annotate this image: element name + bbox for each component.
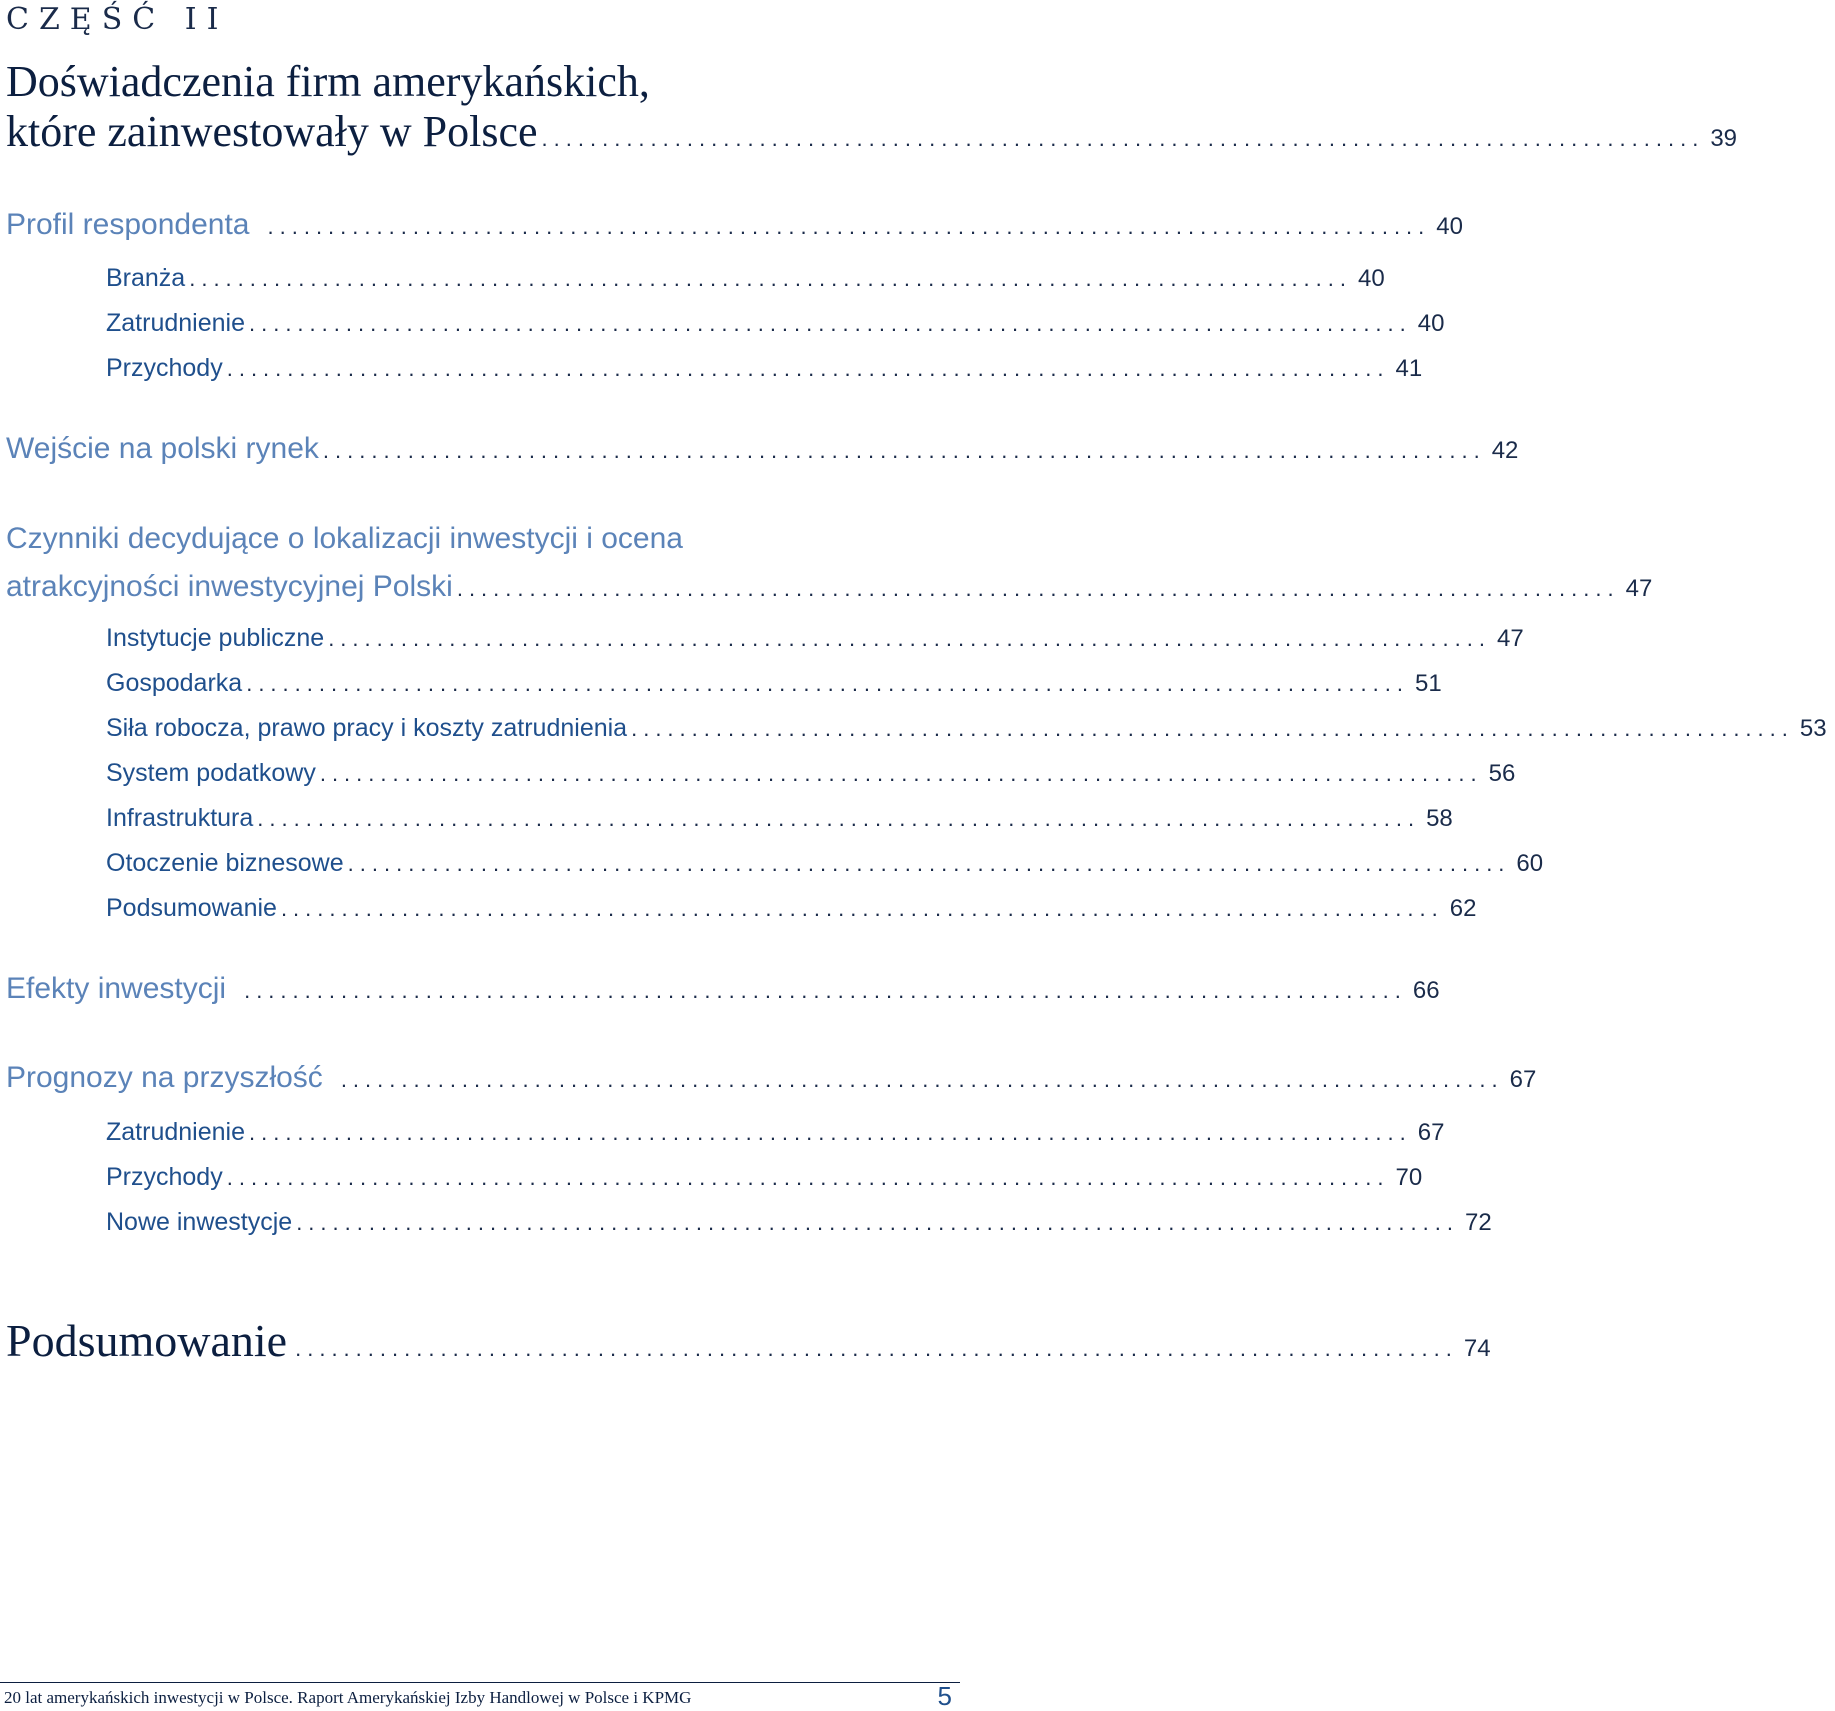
leader-dots: ................................................................................................ [248, 1120, 1412, 1145]
entry-label: Podsumowanie [106, 894, 277, 922]
entry-page: 62 [1449, 895, 1477, 922]
toc-entry-zatrudnienie-2[interactable] [0, 1118, 1445, 1147]
leader-dots: ................................................................................................ [541, 126, 1705, 151]
chapter-title-line1: Doświadczenia firm amerykańskich, [6, 57, 650, 106]
toc-entry-zatrudnienie[interactable] [0, 309, 1445, 338]
leader-dots: ................................................................................................ [340, 1067, 1504, 1092]
toc-entry-przychody[interactable] [0, 354, 1423, 383]
leader-dots: ................................................................................................ [319, 761, 1483, 786]
toc-entry-prognozy[interactable] [0, 1061, 1537, 1095]
leader-dots: ................................................................................................ [246, 671, 1409, 696]
entry-page: 58 [1426, 805, 1453, 832]
toc-entry-przychody-2[interactable] [0, 1163, 1423, 1192]
leader-dots: ................................................................................................ [280, 896, 1444, 921]
final-label: Podsumowanie [6, 1315, 288, 1366]
toc-entry-efekty[interactable] [0, 972, 1440, 1006]
entry-label: Gospodarka [106, 669, 243, 697]
entry-page: 67 [1509, 1066, 1537, 1093]
entry-page: 40 [1436, 213, 1463, 240]
leader-dots: ................................................................................................ [328, 626, 1491, 651]
entry-page: 53 [1799, 715, 1827, 742]
entry-page: 41 [1395, 355, 1423, 382]
leader-dots: ................................................................................................ [226, 1165, 1390, 1190]
entry-label: Nowe inwestycje [106, 1208, 293, 1236]
entry-page: 40 [1358, 265, 1385, 292]
toc-entry-nowe-inwestycje[interactable] [0, 1208, 1492, 1237]
toc-entry-otoczenie[interactable] [0, 849, 1544, 878]
entry-label: Przychody [106, 1163, 223, 1191]
leader-dots: ................................................................................................ [631, 716, 1794, 741]
leader-dots: ................................................................................................ [226, 356, 1390, 381]
leader-dots: ................................................................................................ [295, 1336, 1458, 1361]
entry-page: 67 [1417, 1119, 1445, 1146]
toc-entry-czynniki[interactable] [0, 570, 1653, 604]
entry-label: Branża [106, 264, 186, 292]
entry-label: Prognozy na przyszłość [6, 1061, 323, 1094]
entry-label: Infrastruktura [106, 804, 254, 832]
chapter-title-line2: które zainwestowały w Polsce [6, 107, 538, 156]
entry-label: Zatrudnienie [106, 309, 245, 337]
leader-dots: ................................................................................................ [244, 978, 1407, 1003]
entry-page: 47 [1496, 625, 1524, 652]
entry-label: Efekty inwestycji [6, 972, 227, 1005]
entry-label: Przychody [106, 354, 223, 382]
entry-label: Wejście na polski rynek [6, 432, 319, 465]
leader-dots: ................................................................................................ [189, 266, 1352, 291]
toc-entry-wejscie[interactable] [0, 432, 1519, 466]
leader-dots: ................................................................................................ [296, 1210, 1459, 1235]
entry-page: 66 [1412, 977, 1440, 1004]
toc-entry-branza[interactable] [0, 264, 1385, 293]
toc-chapter-row[interactable] [0, 106, 1738, 157]
leader-dots: ................................................................................................ [248, 311, 1412, 336]
entry-page: 56 [1488, 760, 1516, 787]
entry-label: Profil respondenta [6, 208, 250, 241]
leader-dots: ................................................................................................ [456, 576, 1620, 601]
entry-label: atrakcyjności inwestycyjnej Polski [6, 570, 453, 603]
toc-entry-gospodarka[interactable] [0, 669, 1442, 698]
entry-page: 47 [1625, 575, 1653, 602]
footer-text: 20 lat amerykańskich inwestycji w Polsce. Raport Amerykańskiej Izby Handlowej w Polsce i KPMG [4, 1688, 692, 1707]
entry-label: Siła robocza, prawo pracy i koszty zatrudnienia [106, 714, 628, 742]
entry-page: 70 [1395, 1164, 1423, 1191]
toc-entry-instytucje[interactable] [0, 624, 1524, 653]
leader-dots: ................................................................................................ [347, 851, 1511, 876]
entry-label: Instytucje publiczne [106, 624, 325, 652]
entry-label: Otoczenie biznesowe [106, 849, 344, 877]
toc-entry-infrastruktura[interactable] [0, 804, 1453, 833]
toc-entry-system-podatkowy[interactable] [0, 759, 1516, 788]
leader-dots: ................................................................................................ [322, 438, 1486, 463]
page-footer [0, 1682, 960, 1709]
entry-page: 40 [1417, 310, 1445, 337]
entry-label: Zatrudnienie [106, 1118, 245, 1146]
leader-dots: ................................................................................................ [257, 806, 1421, 831]
entry-label: System podatkowy [106, 759, 316, 787]
entry-label-line1: Czynniki decydujące o lokalizacji inwestycji i ocena [6, 522, 683, 555]
leader-dots: ................................................................................................ [267, 214, 1431, 239]
toc-entry-sila-robocza[interactable] [0, 714, 1827, 743]
entry-page: 42 [1491, 437, 1519, 464]
entry-page: 51 [1414, 670, 1442, 697]
toc-entry-podsumowanie-sub[interactable] [0, 894, 1477, 923]
toc-final-podsumowanie[interactable] [0, 1314, 1491, 1367]
entry-page: 60 [1516, 850, 1544, 877]
final-page: 74 [1463, 1335, 1491, 1362]
part-label: CZĘŚĆ II [6, 2, 229, 37]
entry-page: 72 [1464, 1209, 1492, 1236]
page-number: 5 [937, 1681, 952, 1711]
chapter-page: 39 [1710, 125, 1738, 152]
toc-entry-profil[interactable] [0, 208, 1463, 242]
